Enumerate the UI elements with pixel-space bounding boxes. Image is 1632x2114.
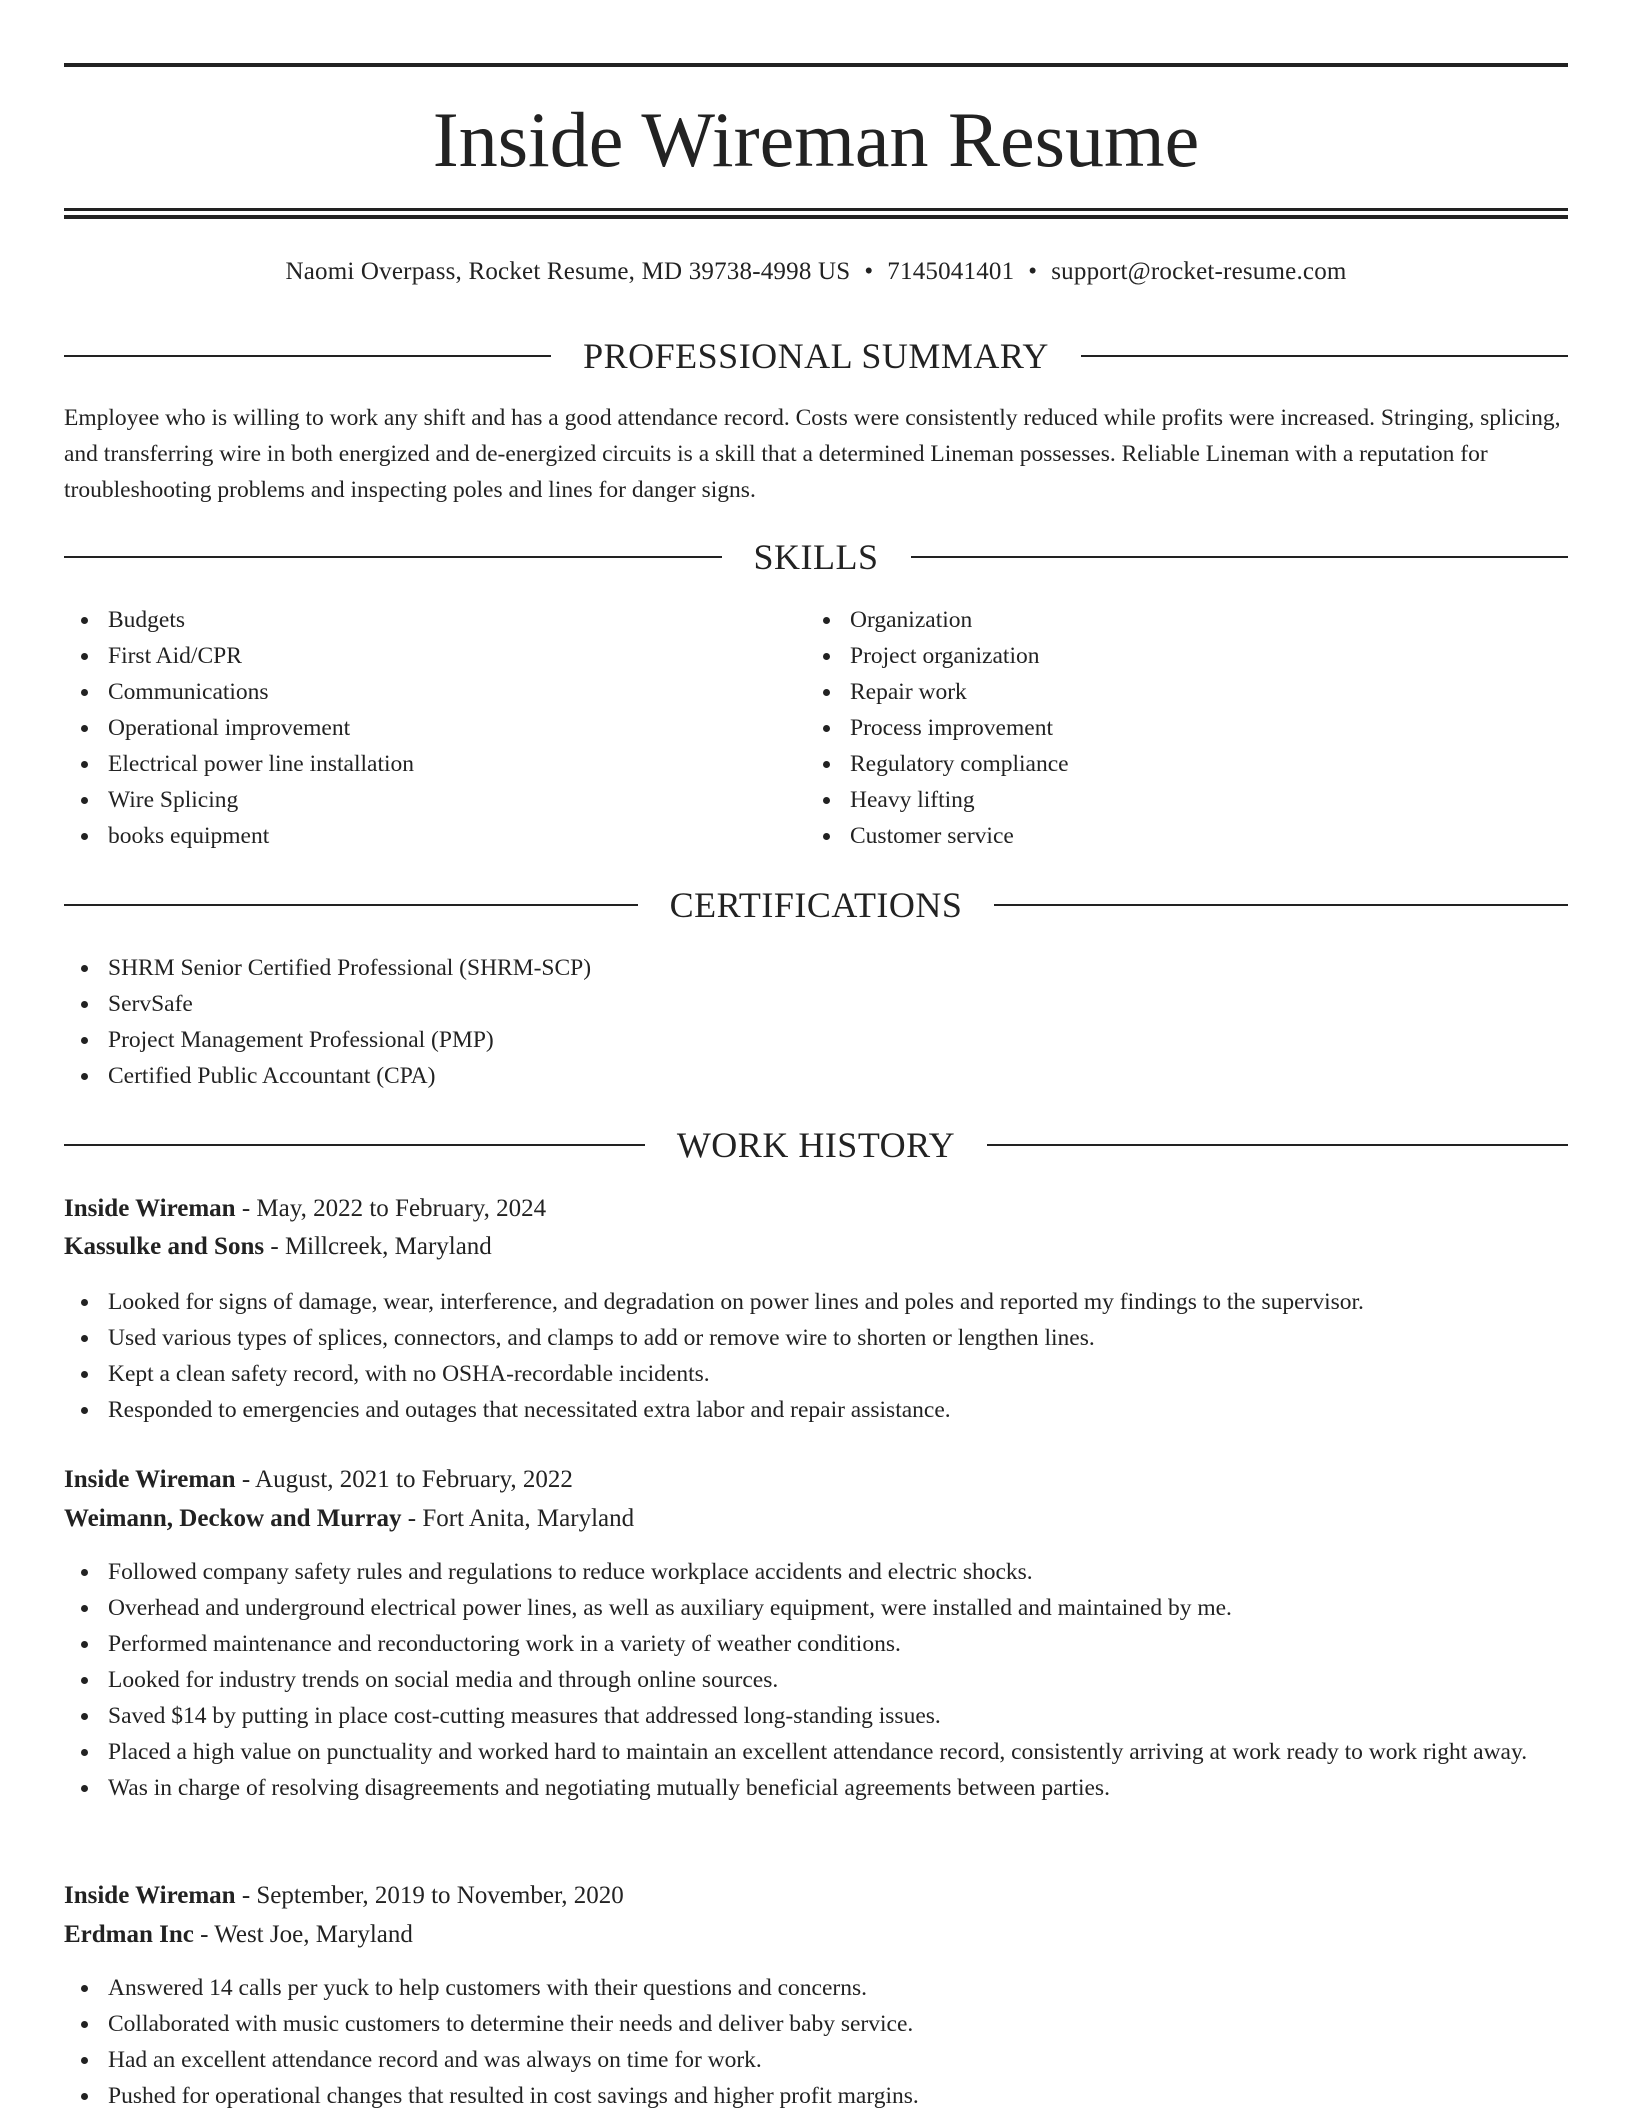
section-heading-certifications [64,883,1568,927]
title-rule-upper [64,208,1568,211]
skill-item: Operational improvement [108,710,808,746]
heading-rule [987,1144,1568,1146]
job-bullet: Placed a high value on punctuality and worked hard to maintain an excellent attendance record, consistently arriving at work ready to work right away. [108,1734,1568,1770]
heading-rule [64,904,638,906]
skills-list-right [806,602,1550,854]
job-bullet: Responded to emergencies and outages that necessitated extra labor and repair assistance. [108,1392,1568,1428]
contact-email: support@rocket-resume.com [1051,258,1347,285]
job-title-line: Inside Wireman - September, 2019 to November, 2020 [64,1882,624,1909]
job-bullet: Looked for industry trends on social media and through online sources. [108,1662,1568,1698]
job-bullets [64,1284,1568,1428]
job-company: Erdman Inc [64,1921,194,1948]
job-dates: August, 2021 to February, 2022 [255,1466,573,1493]
skill-item: books equipment [108,818,808,854]
certification-item: Certified Public Accountant (CPA) [108,1058,1568,1094]
job-bullet: Looked for signs of damage, wear, interference, and degradation on power lines and poles and reported my findings to the supervisor. [108,1284,1568,1320]
job-bullets [64,1554,1568,1806]
section-heading-work-history [64,1123,1568,1167]
certification-item: ServSafe [108,986,1568,1022]
job-company: Kassulke and Sons [64,1233,265,1260]
skill-item: Communications [108,674,808,710]
job-company-line: Kassulke and Sons - Millcreek, Maryland [64,1233,492,1260]
skill-item: Wire Splicing [108,782,808,818]
skill-item: Organization [850,602,1550,638]
contact-line [64,254,1568,290]
skill-item: Heavy lifting [850,782,1550,818]
job-company-line: Weimann, Deckow and Murray - Fort Anita, Maryland [64,1505,635,1532]
job-bullet: Pushed for operational changes that resulted in cost savings and higher profit margins. [108,2078,1568,2114]
title-rule-lower [64,215,1568,219]
skills-list-left [64,602,808,854]
skill-item: Regulatory compliance [850,746,1550,782]
job-bullet: Had an excellent attendance record and was always on time for work. [108,2042,1568,2078]
contact-address: Naomi Overpass, Rocket Resume, MD 39738-4998 US [285,258,851,285]
job-location: West Joe, Maryland [214,1921,413,1948]
section-heading-label: SKILLS [753,537,879,577]
contact-phone: 7145041401 [887,258,1015,285]
job-location: Fort Anita, Maryland [422,1505,635,1532]
contact-separator: • [864,258,874,285]
job-bullet: Performed maintenance and reconductoring work in a variety of weather conditions. [108,1626,1568,1662]
heading-rule [64,556,722,558]
job-bullet: Collaborated with music customers to determine their needs and deliver baby service. [108,2006,1568,2042]
job-company: Weimann, Deckow and Murray [64,1505,402,1532]
heading-rule [911,556,1569,558]
heading-rule [1081,355,1568,357]
contact-separator: • [1028,258,1038,285]
heading-rule [994,904,1568,906]
job-title: Inside Wireman [64,1882,236,1909]
skill-item: Budgets [108,602,808,638]
skill-item: Project organization [850,638,1550,674]
job-bullet: Was in charge of resolving disagreements and negotiating mutually beneficial agreements between parties. [108,1770,1568,1806]
certification-item: Project Management Professional (PMP) [108,1022,1568,1058]
job-bullets [64,1970,1568,2114]
skill-item: Process improvement [850,710,1550,746]
section-heading-label: PROFESSIONAL SUMMARY [583,336,1049,376]
job-title-line: Inside Wireman - May, 2022 to February, 2024 [64,1195,547,1222]
job-title-line: Inside Wireman - August, 2021 to February, 2022 [64,1466,573,1493]
certification-item: SHRM Senior Certified Professional (SHRM-SCP) [108,950,1568,986]
job-title: Inside Wireman [64,1466,236,1493]
job-bullet: Overhead and underground electrical power lines, as well as auxiliary equipment, were installed and maintained by me. [108,1590,1568,1626]
top-rule [64,63,1568,67]
job-location: Millcreek, Maryland [284,1233,492,1260]
job-dates: May, 2022 to February, 2024 [256,1195,547,1222]
skill-item: Repair work [850,674,1550,710]
certifications-list [64,950,1568,1094]
job-bullet: Used various types of splices, connectors, and clamps to add or remove wire to shorten or lengthen lines. [108,1320,1568,1356]
skill-item: Electrical power line installation [108,746,808,782]
resume-title: Inside Wireman Resume [432,96,1200,183]
job-company-line: Erdman Inc - West Joe, Maryland [64,1921,413,1948]
skill-item: Customer service [850,818,1550,854]
job-bullet: Answered 14 calls per yuck to help customers with their questions and concerns. [108,1970,1568,2006]
section-heading-label: WORK HISTORY [676,1125,956,1165]
job-dates: September, 2019 to November, 2020 [256,1882,624,1909]
section-heading-label: CERTIFICATIONS [669,885,963,925]
section-heading-skills [64,535,1568,579]
heading-rule [64,1144,645,1146]
summary-text: Employee who is willing to work any shift and has a good attendance record. Costs were consistently reduced while profits were increased. Stringing, splicing, and transferring wire in both energized and de-energized circuits is a skill that a determined Lineman possesses. Reliable Lineman with a reputation for troubleshooting problems and inspecting poles and lines for danger signs. [64,405,1561,503]
job-bullet: Followed company safety rules and regulations to reduce workplace accidents and electric shocks. [108,1554,1568,1590]
heading-rule [64,355,551,357]
job-bullet: Kept a clean safety record, with no OSHA-recordable incidents. [108,1356,1568,1392]
job-bullet: Saved $14 by putting in place cost-cutting measures that addressed long-standing issues. [108,1698,1568,1734]
section-heading-summary [64,334,1568,378]
job-title: Inside Wireman [64,1195,236,1222]
skill-item: First Aid/CPR [108,638,808,674]
